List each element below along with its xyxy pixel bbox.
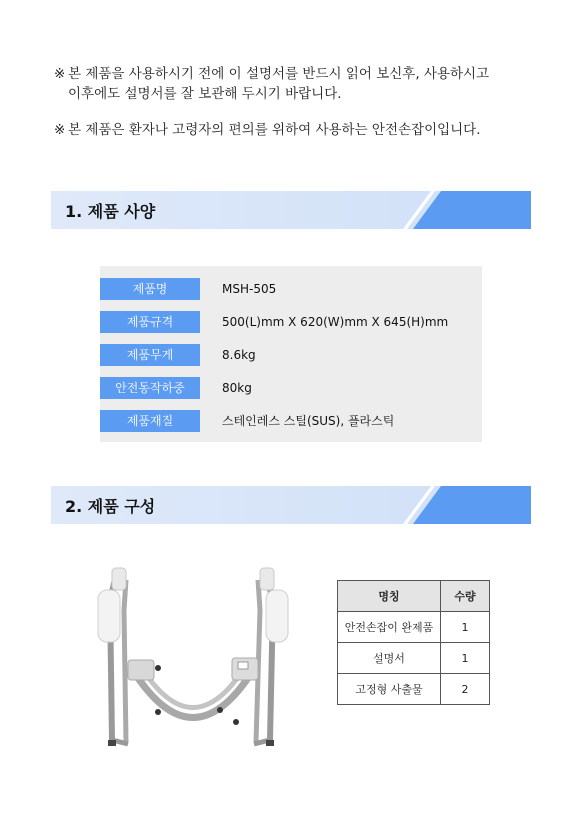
spec-row [100, 344, 482, 366]
part-name: 안전손잡이 완제품 [338, 612, 441, 643]
table-row [338, 643, 490, 674]
spec-label: 안전동작하중 [100, 377, 200, 399]
column-header-quantity: 수량 [441, 581, 490, 612]
part-quantity: 1 [441, 643, 490, 674]
table-row [338, 674, 490, 705]
column-header-name: 명칭 [338, 581, 441, 612]
part-name: 고정형 사출물 [338, 674, 441, 705]
spec-table [100, 266, 482, 442]
spec-label: 제품명 [100, 278, 200, 300]
spec-label: 제품무게 [100, 344, 200, 366]
section-header-specs [51, 191, 531, 229]
spec-value: MSH-505 [222, 282, 277, 296]
table-header-row [338, 581, 490, 612]
notice-1 [54, 64, 489, 104]
spec-value: 500(L)mm X 620(W)mm X 645(H)mm [222, 315, 449, 329]
safety-handrail-product-image [88, 560, 298, 755]
spec-row [100, 410, 482, 432]
spec-label: 제품재질 [100, 410, 200, 432]
part-quantity: 2 [441, 674, 490, 705]
spec-value: 스테인레스 스틸(SUS), 플라스틱 [222, 414, 395, 428]
section-title-components: 2. 제품 구성 [65, 497, 156, 516]
spec-value: 80kg [222, 381, 252, 395]
part-name: 설명서 [338, 643, 441, 674]
notice-2-text: 본 제품은 환자나 고령자의 편의를 위하여 사용하는 안전손잡이입니다. [68, 122, 481, 138]
notice-1-line-2: 이후에도 설명서를 잘 보관해 두시기 바랍니다. [68, 86, 342, 102]
reference-mark: ※ [54, 122, 66, 138]
section-decoration-icon [391, 191, 531, 229]
notice-2 [54, 120, 481, 140]
spec-value: 8.6kg [222, 348, 256, 362]
spec-row [100, 278, 482, 300]
notice-1-line-1: 본 제품을 사용하시기 전에 이 설명서를 반드시 읽어 보신후, 사용하시고 [68, 66, 490, 82]
spec-label: 제품규격 [100, 311, 200, 333]
table-row [338, 612, 490, 643]
section-decoration-icon [391, 486, 531, 524]
part-quantity: 1 [441, 612, 490, 643]
spec-row [100, 311, 482, 333]
spec-row [100, 377, 482, 399]
section-header-components [51, 486, 531, 524]
reference-mark: ※ [54, 66, 66, 82]
section-title-specs: 1. 제품 사양 [65, 202, 156, 221]
components-table [337, 580, 490, 705]
